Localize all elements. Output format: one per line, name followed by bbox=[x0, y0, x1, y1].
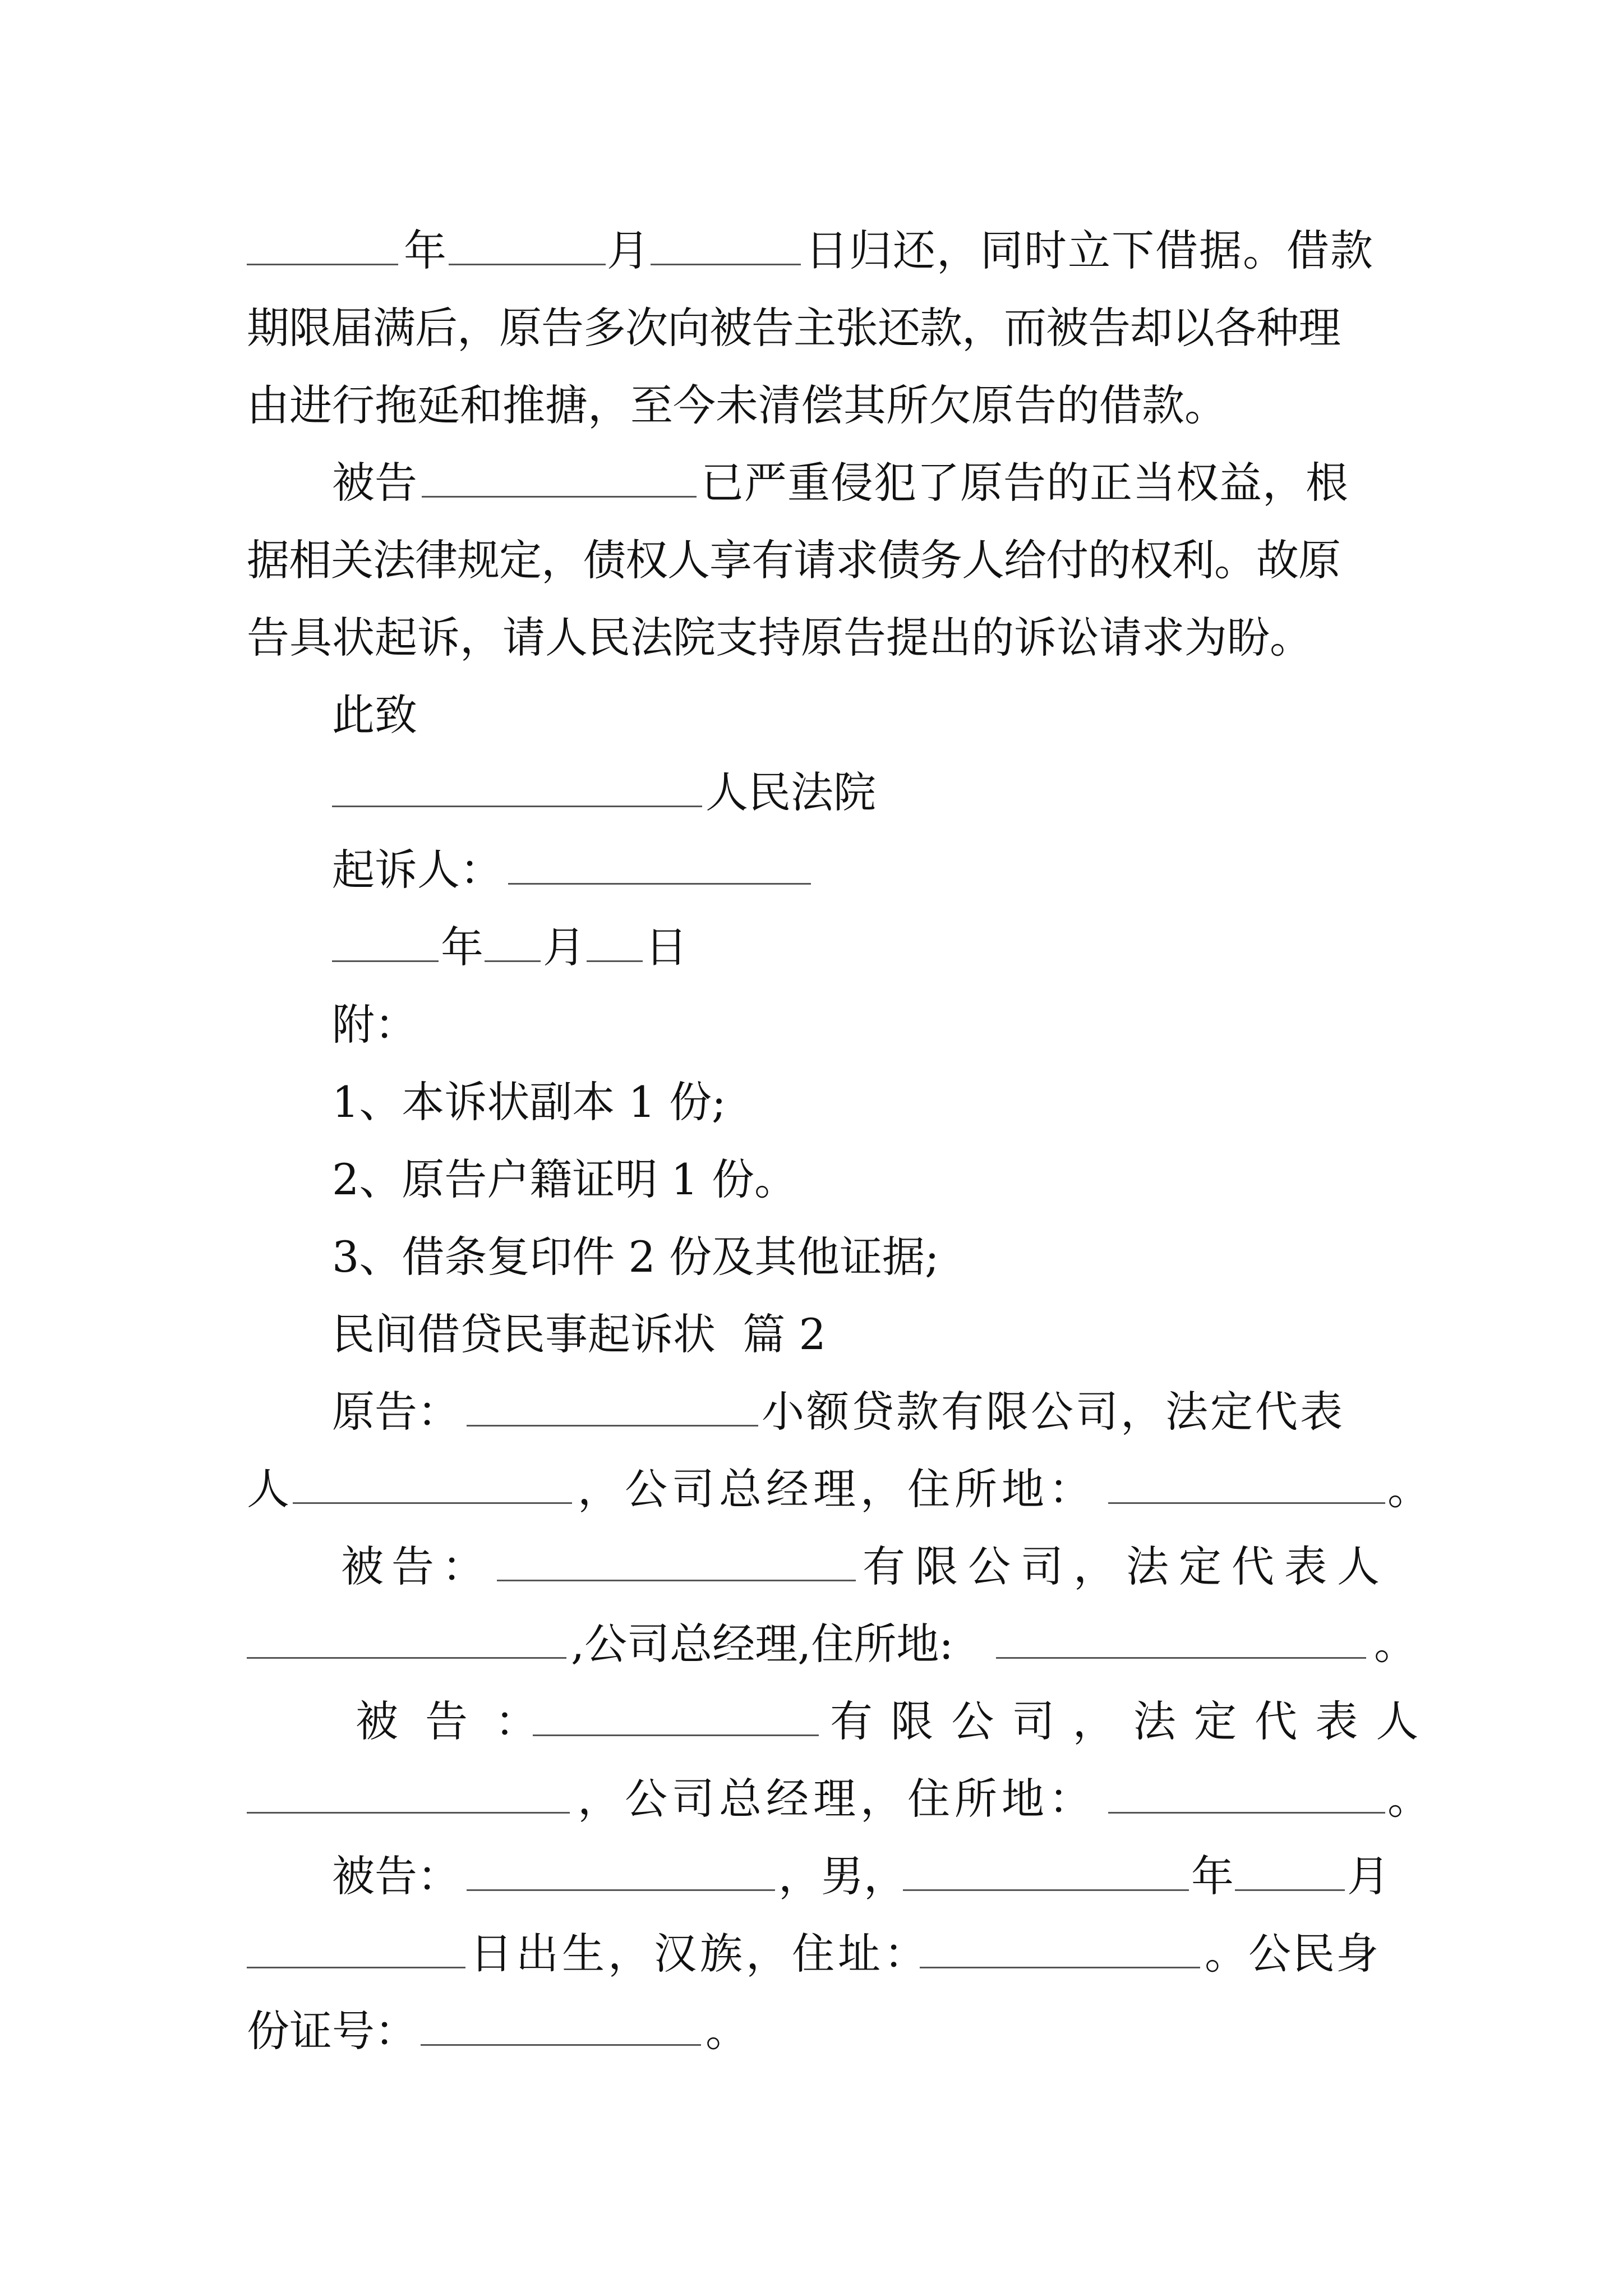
defendant-3-line-2 bbox=[247, 1915, 1385, 1993]
defendant-text: 有限公司，法定代表人 bbox=[863, 1542, 1390, 1591]
paragraph-1-line-3 bbox=[247, 367, 1385, 444]
attachment-item-text: 2、原告户籍证明 1 份。 bbox=[332, 1154, 797, 1204]
day-label: 日 bbox=[645, 922, 688, 972]
blank-plaintiff-address[interactable] bbox=[1108, 1451, 1385, 1528]
plaintiff-label: 原告： bbox=[332, 1387, 460, 1437]
defendant-label: 被告： bbox=[332, 1851, 460, 1901]
year-label: 年 bbox=[404, 226, 446, 275]
paragraph-text: 由进行拖延和推搪，至今未清偿其所欠原告的借款。 bbox=[247, 380, 1227, 430]
blank-plaintiff-representative[interactable] bbox=[293, 1451, 572, 1528]
blank-birth-month[interactable] bbox=[1235, 1838, 1345, 1915]
paragraph-1-line-1 bbox=[247, 212, 1385, 289]
blank-defendant-1-company[interactable] bbox=[497, 1528, 856, 1605]
paragraph-text: 据相关法律规定，债权人享有请求债务人给付的权利。故原 bbox=[247, 535, 1340, 585]
section-title: 民间借贷民事起诉状 篇 2 bbox=[332, 1309, 826, 1359]
year-label: 年 bbox=[1191, 1851, 1234, 1901]
paragraph-text: 日归还，同时立下借据。借款 bbox=[805, 226, 1374, 275]
defendant-text: ，男， bbox=[778, 1851, 906, 1901]
blank-day[interactable] bbox=[651, 212, 801, 289]
paragraph-1-line-2 bbox=[247, 289, 1385, 367]
blank-month[interactable] bbox=[449, 212, 606, 289]
salutation-line bbox=[247, 677, 1385, 754]
defendant-1-line-1 bbox=[247, 1528, 1390, 1605]
defendant-text: ,公司总经理,住所地: bbox=[571, 1619, 953, 1669]
defendant-text: 日出生，汉族，住址： bbox=[470, 1929, 930, 1978]
plaintiff-label: 起诉人： bbox=[332, 845, 502, 895]
signature-date-line bbox=[247, 909, 1385, 986]
blank-defendant-2-address[interactable] bbox=[1108, 1760, 1385, 1838]
defendant-text: ，公司总经理，住所地： bbox=[578, 1774, 1096, 1824]
period: 。 bbox=[1387, 1774, 1430, 1824]
blank-birth-year[interactable] bbox=[903, 1838, 1189, 1915]
month-label: 月 bbox=[1347, 1851, 1390, 1901]
defendant-1-line-2 bbox=[247, 1605, 1417, 1683]
defendant-label: 被告 bbox=[332, 458, 417, 508]
period: 。 bbox=[1387, 1464, 1430, 1514]
paragraph-text: 已严重侵犯了原告的正当权益，根 bbox=[701, 458, 1349, 508]
blank-plaintiff-signature[interactable] bbox=[508, 831, 811, 909]
blank-birth-day[interactable] bbox=[247, 1915, 465, 1993]
plaintiff-text: 人 bbox=[247, 1464, 289, 1514]
blank-defendant-2-representative[interactable] bbox=[247, 1760, 570, 1838]
period: 。 bbox=[706, 2006, 748, 2056]
blank-defendant-1-address[interactable] bbox=[996, 1605, 1366, 1683]
paragraph-text: 期限届满后，原告多次向被告主张还款，而被告却以各种理 bbox=[247, 303, 1340, 353]
paragraph-text: 告具状起诉，请人民法院支持原告提出的诉讼请求为盼。 bbox=[247, 613, 1312, 662]
paragraph-2-line-2 bbox=[247, 522, 1385, 599]
plaintiff-line-2 bbox=[247, 1451, 1430, 1528]
attachment-item bbox=[247, 1141, 1385, 1218]
blank-date-day[interactable] bbox=[587, 909, 643, 986]
attachment-item-text: 3、借条复印件 2 份及其他证据; bbox=[332, 1232, 939, 1282]
defendant-2-line-2 bbox=[247, 1760, 1430, 1838]
attachment-item bbox=[247, 1064, 1385, 1141]
plaintiff-text: 小额贷款有限公司，法定代表 bbox=[762, 1387, 1345, 1437]
plaintiff-signature-line bbox=[247, 831, 1385, 909]
attachment-item-text: 1、本诉状副本 1 份; bbox=[332, 1077, 726, 1127]
blank-defendant-1-representative[interactable] bbox=[247, 1605, 566, 1683]
blank-date-month[interactable] bbox=[485, 909, 541, 986]
month-label: 月 bbox=[543, 922, 585, 972]
defendant-3-line-3 bbox=[247, 1993, 1385, 2070]
id-number-label: 份证号： bbox=[247, 2006, 417, 2056]
court-label: 人民法院 bbox=[706, 767, 876, 817]
blank-id-number[interactable] bbox=[421, 1993, 701, 2070]
court-line bbox=[247, 754, 1385, 831]
plaintiff-text: ，公司总经理，住所地： bbox=[578, 1464, 1096, 1514]
defendant-3-line-1 bbox=[247, 1838, 1390, 1915]
attachments-title: 附： bbox=[332, 1000, 417, 1050]
blank-defendant-2-company[interactable] bbox=[533, 1683, 819, 1760]
attachment-item bbox=[247, 1218, 1385, 1296]
blank-defendant-3-address[interactable] bbox=[920, 1915, 1200, 1993]
paragraph-2-line-1 bbox=[247, 444, 1385, 522]
section-2-title-line bbox=[247, 1296, 1385, 1373]
defendant-2-line-1 bbox=[247, 1683, 1421, 1760]
blank-plaintiff-company[interactable] bbox=[467, 1373, 758, 1451]
defendant-label: 被告： bbox=[341, 1542, 492, 1591]
complaint-document bbox=[247, 212, 1430, 2070]
plaintiff-line-1 bbox=[247, 1373, 1385, 1451]
blank-date-year[interactable] bbox=[332, 909, 439, 986]
period: 。 bbox=[1374, 1619, 1417, 1669]
month-label: 月 bbox=[607, 226, 649, 275]
year-label: 年 bbox=[441, 922, 483, 972]
defendant-label: 被 告 ： bbox=[356, 1696, 545, 1746]
salutation: 此致 bbox=[332, 690, 417, 740]
blank-defendant-3-name[interactable] bbox=[467, 1838, 775, 1915]
paragraph-2-line-3 bbox=[247, 599, 1385, 677]
blank-court[interactable] bbox=[332, 754, 702, 831]
attachments-title-line bbox=[247, 986, 1385, 1064]
blank-year[interactable] bbox=[247, 212, 398, 289]
blank-defendant-name[interactable] bbox=[422, 444, 697, 522]
defendant-text: 有 限 公 司 ， 法 定 代 表 人 bbox=[830, 1696, 1421, 1746]
defendant-text: 。公民身 bbox=[1205, 1929, 1380, 1978]
